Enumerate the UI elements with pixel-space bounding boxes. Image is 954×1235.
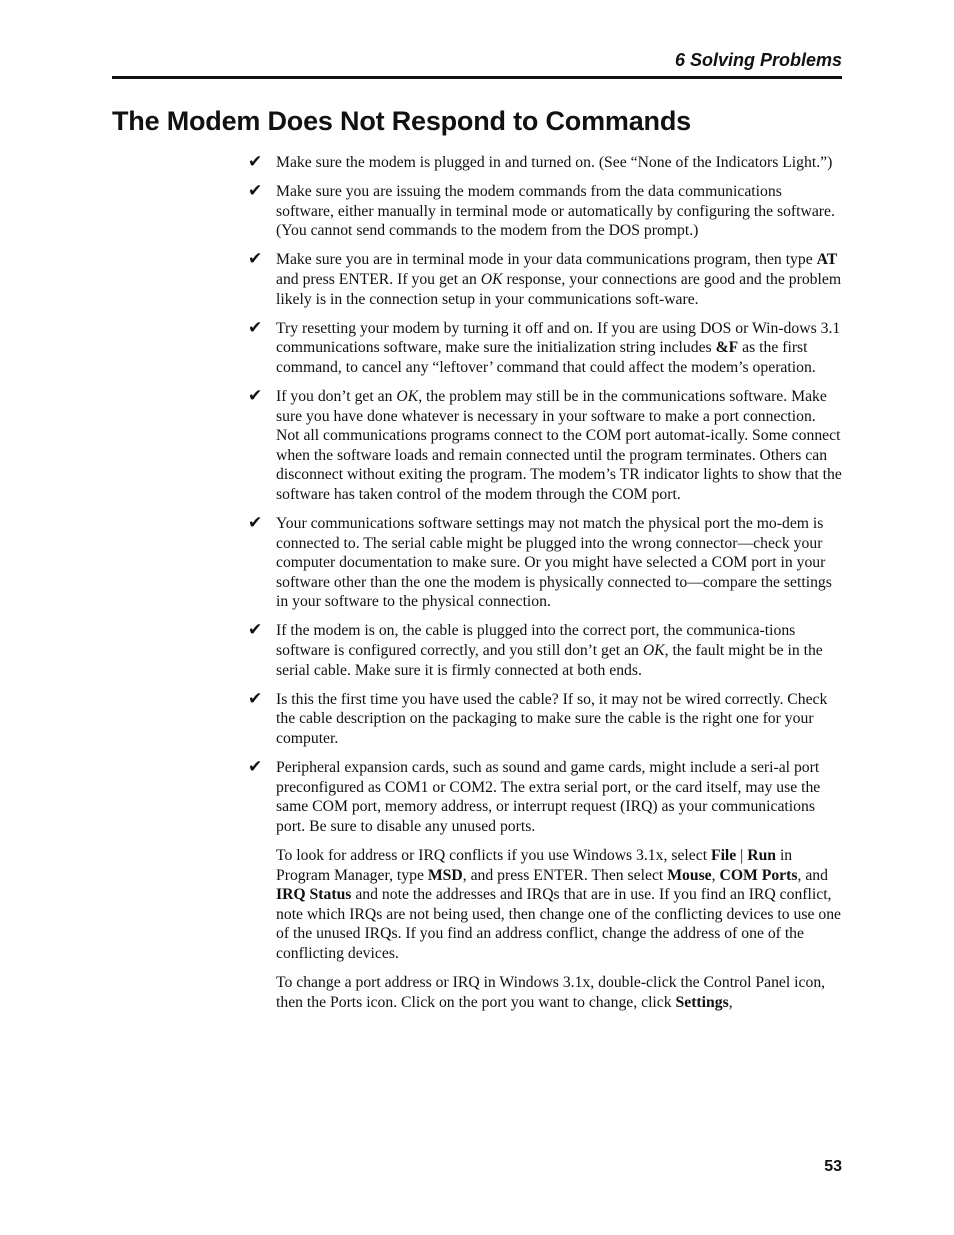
text-run: , the fault might be in the serial cable. Make sure it is firmly connected at both ends.: [276, 642, 823, 679]
paragraph-change-port: [248, 973, 842, 1012]
text-run: To change a port address or IRQ in Windows 3.1x, double-click the Control Panel icon, then the Ports icon. Click on the port you want to change, click: [276, 973, 826, 1011]
paragraph-address-irq-conflicts: [248, 846, 842, 964]
checkmark-icon: ✔: [248, 757, 263, 778]
checkmark-icon: ✔: [248, 181, 263, 202]
text-run: If the modem is on, the cable is plugged into the correct port, the communica-tions software is configured correctly, and you still don’t get an: [276, 622, 796, 660]
text-run: ,: [711, 866, 720, 884]
text-run: To look for address or IRQ conflicts if you use Windows 3.1x, select: [276, 846, 711, 864]
checkmark-icon: ✔: [248, 513, 263, 533]
checkmark-icon: ✔: [248, 317, 263, 338]
text-run: and note the addresses and IRQs that are in use. If you find an IRQ conflict, note which IRQs are not being used, then change one of the conflicting devices to use one of the unused IRQs. If you find an address conflict, change the address of one of the conflicting devices.: [276, 886, 842, 962]
text-run: in Program Manager, type: [276, 846, 793, 884]
checkmark-icon: ✔: [248, 688, 263, 709]
command-msd: MSD: [427, 866, 463, 884]
list-item: [248, 758, 842, 836]
button-settings: Settings: [675, 993, 729, 1011]
list-item: [248, 250, 842, 309]
text-run: Your communications software settings may not match the physical port the mo-dem is connected to. The serial cable might be plugged into the wrong connector—check your computer documentation to make sure. Or you might have selected a COM port in your software other than the one the modem is physically connected to—compare the settings in your software to the physical connection.: [276, 515, 832, 611]
text-run: response, your connections are good and the problem likely is in the connection setup in your communications soft-ware.: [276, 270, 842, 308]
menu-run: Run: [747, 846, 777, 864]
checkmark-icon: ✔: [248, 249, 263, 270]
list-item: [248, 387, 842, 505]
text-run: , and: [797, 866, 828, 884]
page-number: 53: [824, 1158, 842, 1175]
list-item: [248, 153, 842, 173]
ok-response: OK: [480, 270, 503, 288]
text-run: , the problem may still be in the communications software. Make sure you have done whatever is necessary in your software to make a port connection. Not all communications programs connect to the COM port automat-ically. Some connect when the software loads and remain connected until the program terminates. Others can disconnect without exiting the program. The modem’s TR indicator lights to show that the software has taken control of the modem through the COM port.: [276, 387, 842, 503]
text-run: Make sure you are in terminal mode in your data communications program, then type: [276, 251, 817, 269]
text-run: Make sure you are issuing the modem commands from the data communications software, either manually in terminal mode or automatically by configuring the software. (You cannot send commands to the modem from the DOS prompt.): [276, 183, 835, 240]
list-item: [248, 514, 842, 612]
ok-response: OK: [396, 387, 419, 405]
ok-response: OK: [642, 642, 665, 660]
running-header: [112, 48, 842, 79]
text-run: Peripheral expansion cards, such as sound and game cards, might include a seri-al port preconfigured as COM1 or COM2. The extra serial port, or the card itself, may use the same COM port, memory address, or interrupt request (IRQ) as your communications port. Be sure to disable any unused ports.: [276, 759, 821, 835]
text-run: ,: [728, 993, 733, 1011]
text-run: Try resetting your modem by turning it off and on. If you are using DOS or Win-dows 3.1 communications software, make sure the initialization string includes: [276, 319, 841, 357]
command-at: AT: [816, 251, 838, 269]
checkmark-icon: ✔: [248, 620, 263, 641]
text-run: , and press ENTER. Then select: [462, 866, 668, 884]
text-run: If you don’t get an: [276, 387, 397, 405]
command-and-f: &F: [715, 339, 739, 357]
list-item: [248, 319, 842, 378]
checkmark-icon: ✔: [248, 152, 263, 172]
menu-file: File: [710, 846, 737, 864]
list-item: [248, 621, 842, 680]
text-run: Make sure the modem is plugged in and turned on. (See “None of the Indicators Light.”): [276, 154, 833, 171]
text-run: Is this the first time you have used the cable? If so, it may not be wired correctly. Check the cable description on the packaging to make sure the cable is the right one for your computer.: [276, 690, 828, 747]
page-title: The Modem Does Not Respond to Commands: [112, 106, 691, 136]
section-title: 6 Solving Problems: [674, 50, 842, 70]
option-irq-status: IRQ Status: [276, 886, 352, 904]
text-run: as the first command, to cancel any “leftover’ command that could affect the modem’s operation.: [276, 339, 816, 376]
list-item: [248, 690, 842, 749]
list-item: [248, 182, 842, 241]
option-mouse: Mouse: [667, 866, 712, 884]
text-run: |: [736, 846, 748, 864]
main-content: [248, 153, 842, 1022]
text-run: and press ENTER. If you get an: [276, 270, 481, 288]
checkmark-icon: ✔: [248, 385, 263, 406]
option-com-ports: COM Ports: [719, 866, 798, 884]
